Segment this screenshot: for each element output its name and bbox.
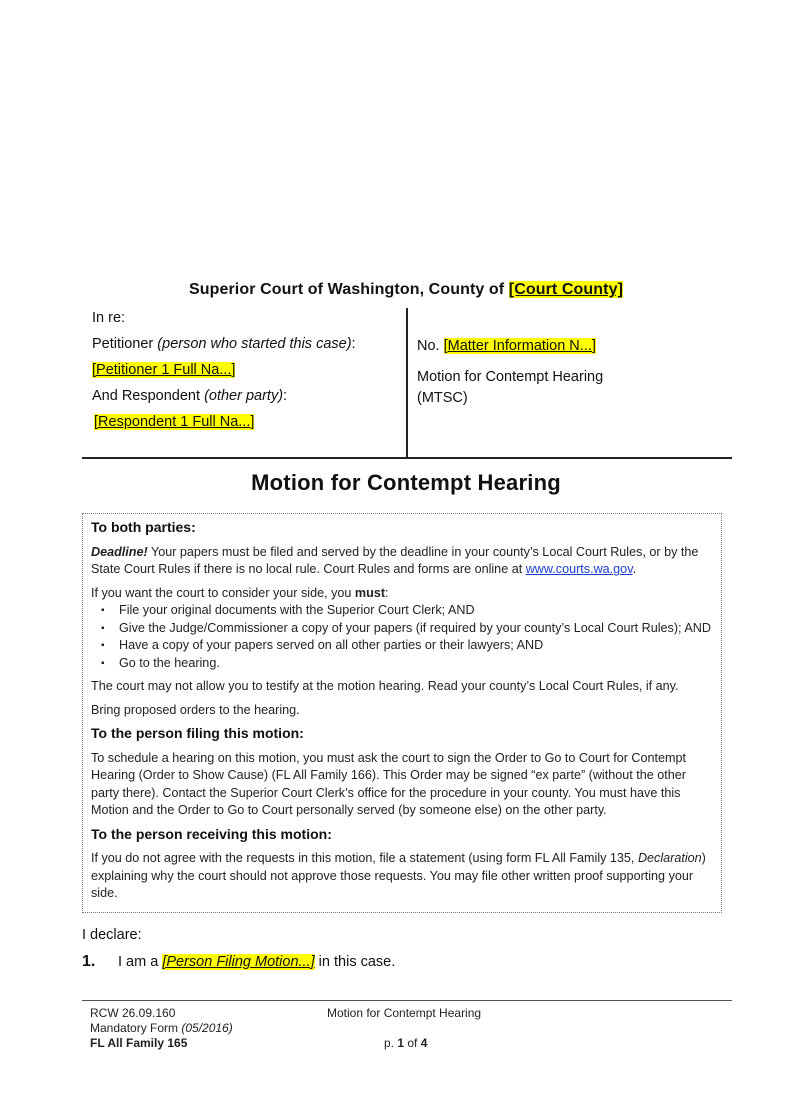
doc-title-line2: (MTSC): [417, 390, 468, 406]
respondent-name-field[interactable]: [Respondent 1 Full Na...]: [94, 414, 255, 430]
respondent-name-row: [92, 412, 402, 438]
caption-parties: [92, 308, 402, 438]
bring-orders-paragraph: Bring proposed orders to the hearing.: [91, 702, 300, 717]
court-prefix: Superior Court of Washington, County of: [188, 281, 509, 298]
caption-divider: [406, 308, 408, 458]
petitioner-name-field[interactable]: [Petitioner 1 Full Na...]: [92, 362, 236, 378]
respondent-hint: (other party): [204, 388, 284, 404]
list-item: ▪ Have a copy of your papers served on all other parties or their lawyers; AND: [119, 637, 713, 655]
respondent-line: And Respondent (other party):: [92, 388, 288, 404]
list-item: ▪ Give the Judge/Commissioner a copy of your papers (if required by your county’s Local Court Rules); AND: [119, 620, 713, 638]
caption-case-info: [417, 336, 717, 409]
testify-paragraph: The court may not allow you to testify at the motion hearing. Read your county’s Local Court Rules, if any.: [91, 679, 679, 693]
filing-heading: To the person filing this motion:: [91, 725, 304, 741]
item-1-number: 1.: [82, 953, 96, 970]
petitioner-hint: (person who started this case): [157, 336, 352, 352]
list-item: ▪ File your original documents with the Superior Court Clerk; AND: [119, 602, 713, 620]
petitioner-name-row: [92, 360, 402, 386]
court-county-field[interactable]: [Court County]: [508, 281, 624, 298]
filing-paragraph: To schedule a hearing on this motion, you must ask the court to sign the Order to Go to Court for Contempt Hearing (Order to Show Cause) (FL All Family 166). This Order may be signed “ex parte” (without the other party there). Contact the Superior Court Clerk’s office for the procedure in your county. You must have this Motion and the Order to Go to Court personally served (by someone else) on the other party.: [91, 750, 687, 817]
person-filing-field[interactable]: [Person Filing Motion...]: [162, 954, 315, 970]
declare-label: I declare:: [82, 927, 142, 943]
footer-rule: [82, 1000, 732, 1001]
caption-bottom-rule: [82, 457, 732, 459]
both-parties-heading: To both parties:: [91, 519, 196, 535]
footer-rcw: RCW 26.09.160: [90, 1006, 176, 1020]
court-heading: [0, 281, 800, 299]
must-paragraph: If you want the court to consider your side, you must:: [91, 585, 389, 600]
item-1: 1. I am a [Person Filing Motion...] in this case.: [82, 953, 396, 970]
case-number-line: No. [Matter Information N...]: [417, 338, 596, 354]
footer-mandatory: Mandatory Form (05/2016): [90, 1021, 233, 1035]
petitioner-line: Petitioner (person who started this case):: [92, 336, 356, 352]
list-item: ▪ Go to the hearing.: [119, 655, 713, 673]
footer-form-id: FL All Family 165: [90, 1036, 188, 1050]
footer-page-number: p. 1 of 4: [384, 1036, 428, 1050]
instructions-box: [82, 513, 722, 913]
doc-title-line1: Motion for Contempt Hearing: [417, 369, 604, 385]
footer-form-info: [90, 1006, 233, 1051]
footer-title: Motion for Contempt Hearing: [327, 1006, 482, 1020]
courts-link[interactable]: www.courts.wa.gov: [525, 562, 633, 576]
receiving-heading: To the person receiving this motion:: [91, 825, 332, 842]
page-title: Motion for Contempt Hearing: [251, 470, 561, 495]
deadline-label: Deadline!: [91, 544, 148, 559]
must-list: [91, 602, 713, 672]
receiving-paragraph: If you do not agree with the requests in this motion, file a statement (using form FL All Family 135, Declaration) explaining why the court should not approve those requests. You may file other written proof supporting your side.: [91, 851, 706, 900]
matter-info-field[interactable]: [Matter Information N...]: [443, 338, 596, 354]
deadline-paragraph: Deadline! Your papers must be filed and served by the deadline in your county’s Local Court Rules, or by the State Court Rules if there is no local rule. Court Rules and forms are online at www.courts.wa.gov.: [91, 544, 699, 576]
in-re-label: In re:: [92, 310, 126, 326]
